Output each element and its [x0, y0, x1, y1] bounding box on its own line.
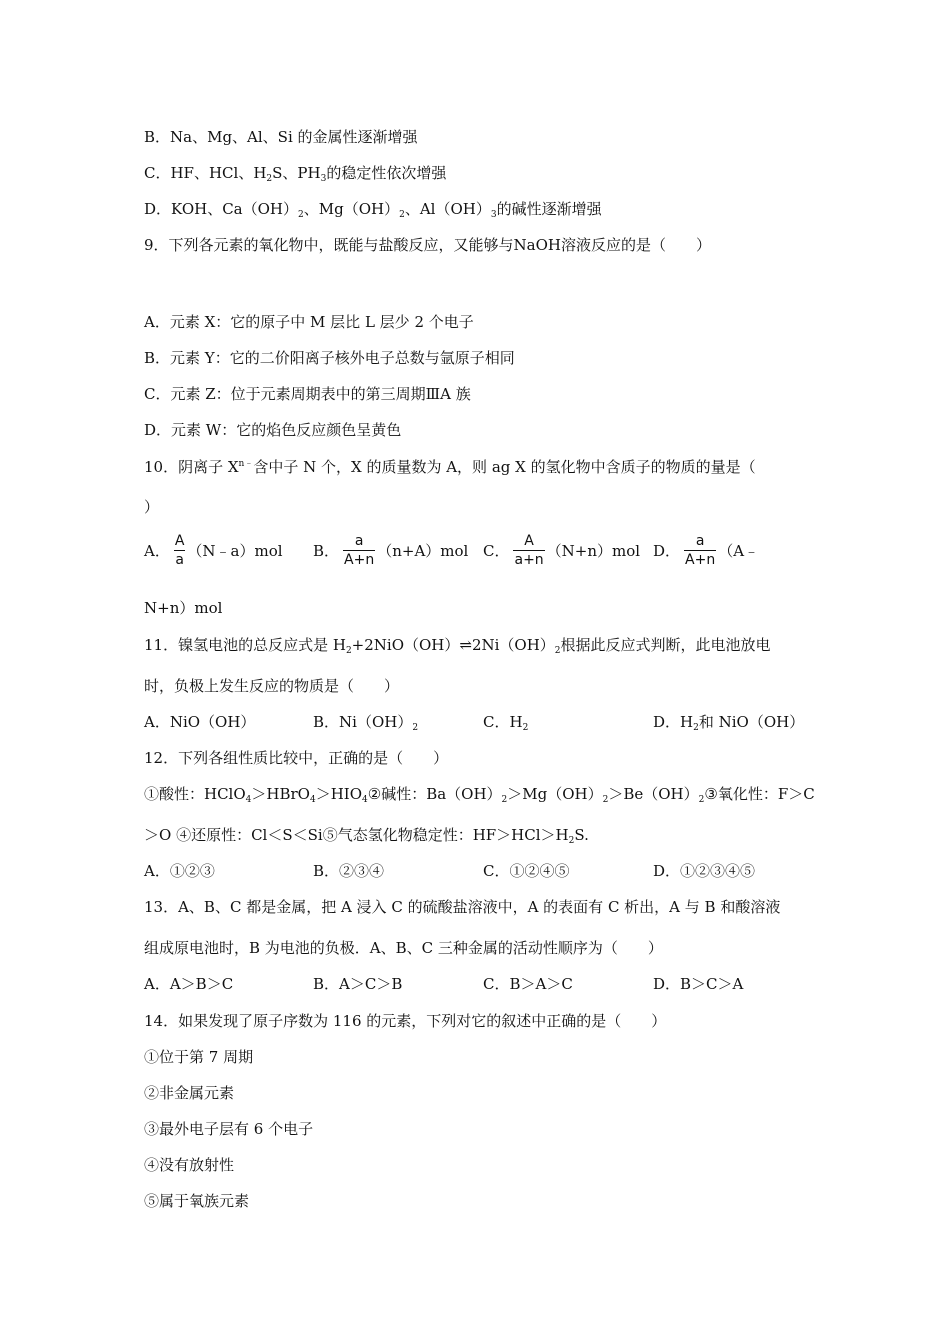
- q12-option-c-text: C．①②④⑤: [483, 862, 570, 880]
- q8-d-text-3: 、Al（OH）: [404, 200, 491, 218]
- q10-stem-sup: n﹣: [238, 459, 254, 469]
- q10-stem-close-text: ）: [144, 498, 160, 516]
- q12-l1-text-f: ＞Be（OH）: [608, 785, 699, 803]
- q10-a-fraction: [174, 532, 186, 569]
- q8-c-text-1: C．HF、HCl、H: [144, 164, 267, 182]
- q11-option-c-text: C．H: [483, 713, 523, 731]
- q11-option-c-sub: 2: [522, 723, 529, 733]
- q9-option-c: [144, 384, 471, 404]
- q10-b-text: （n+A）mol: [377, 541, 469, 560]
- q10-a-denominator: a: [175, 552, 184, 568]
- q12-l1-text-g: ③氧化性：F＞C: [704, 785, 815, 803]
- q11-option-a: [144, 712, 255, 732]
- q11-option-b: [313, 712, 418, 732]
- q12-l2-text-a: ＞O ④还原性：Cl＜S＜Si⑤气态氢化物稳定性：HF＞HCl＞H: [144, 826, 569, 844]
- q14-item-2: [144, 1083, 234, 1103]
- q11-stem-sub-2: 2: [554, 646, 561, 656]
- q11-stem-text-3: 根据此反应式判断，此电池放电: [560, 636, 771, 654]
- q13-option-d-text: D．B＞C＞A: [653, 975, 744, 993]
- q12-l1-text-a: ①酸性：HClO: [144, 785, 246, 803]
- q8-option-c: [144, 163, 446, 183]
- q10-c-fraction: [513, 532, 544, 569]
- q9-option-d: [144, 420, 401, 440]
- q14-item-5-text: ⑤属于氧族元素: [144, 1192, 250, 1210]
- q8-d-text-1: D．KOH、Ca（OH）: [144, 200, 299, 218]
- q12-option-a-text: A．①②③: [144, 862, 215, 880]
- q12-option-b: [313, 861, 384, 881]
- q13-option-a: [144, 974, 233, 994]
- q13-stem-line-2: [144, 938, 663, 958]
- q9-option-a: [144, 312, 474, 332]
- q12-l1-text-c: ＞HIO: [315, 785, 363, 803]
- q10-d-denominator: A+n: [685, 552, 716, 568]
- q10-d-label: D．: [653, 541, 681, 560]
- q10-d-fraction: [684, 532, 716, 569]
- q11-option-b-text: B．Ni（OH）: [313, 713, 413, 731]
- q10-b-label: B．: [313, 541, 340, 560]
- q12-l2-text-b: S.: [574, 826, 589, 844]
- q11-option-b-sub: 2: [412, 723, 419, 733]
- q11-option-d-text-2: 和 NiO（OH）: [698, 713, 805, 731]
- q13-option-c-text: C．B＞A＞C: [483, 975, 573, 993]
- q14-stem-text: 14．如果发现了原子序数为 116 的元素，下列对它的叙述中正确的是（ ）: [144, 1012, 667, 1030]
- q12-l1-sub-4: 2: [501, 795, 508, 805]
- q9-option-a-text: A．元素 X：它的原子中 M 层比 L 层少 2 个电子: [144, 313, 474, 331]
- q8-c-text-2: S、PH: [272, 164, 321, 182]
- q9-option-b-text: B．元素 Y：它的二价阳离子核外电子总数与氩原子相同: [144, 349, 515, 367]
- q12-line-1: [144, 784, 815, 804]
- q12-option-a: [144, 861, 215, 881]
- q12-l1-text-b: ＞HBrO: [251, 785, 310, 803]
- q13-option-d: [653, 974, 743, 994]
- q10-c-denominator: a+n: [514, 552, 544, 568]
- q12-stem: [144, 748, 448, 768]
- q10-option-c-wrap: [483, 532, 640, 569]
- q13-option-b-text: B．A＞C＞B: [313, 975, 403, 993]
- q9-option-d-text: D．元素 W：它的焰色反应颜色呈黄色: [144, 421, 402, 439]
- q14-item-1: [144, 1047, 253, 1067]
- q14-item-5: [144, 1191, 249, 1211]
- q10-a-text: （N﹣a）mol: [187, 541, 283, 560]
- q9-option-b: [144, 348, 515, 368]
- q8-option-b: [144, 127, 418, 147]
- q11-stem-text-2: +2NiO（OH）⇌2Ni（OH）: [351, 636, 555, 654]
- q10-option-a-wrap: [144, 532, 283, 569]
- q11-stem-line-1: [144, 635, 771, 655]
- q8-c-text-3: 的稳定性依次增强: [326, 164, 447, 182]
- q10-c-numerator: A: [513, 532, 544, 551]
- q12-l1-sub-1: 4: [245, 795, 252, 805]
- q12-option-c: [483, 861, 569, 881]
- q12-option-b-text: B．②③④: [313, 862, 385, 880]
- q10-c-text: （N+n）mol: [546, 541, 641, 560]
- q8-c-sub-1: 2: [266, 174, 273, 184]
- q10-option-b: [313, 532, 468, 569]
- q10-b-denominator: A+n: [344, 552, 375, 568]
- q11-option-c: [483, 712, 528, 732]
- q11-stem-text-1: 11．镍氢电池的总反应式是 H: [144, 636, 346, 654]
- q10-d-numerator: a: [684, 532, 716, 551]
- q11-option-d-sub: 2: [693, 723, 699, 733]
- q11-option-d-text-1: D．H: [653, 713, 694, 731]
- q8-d-sub-2: 2: [399, 210, 405, 220]
- q12-l2-sub: 2: [568, 836, 575, 846]
- q10-stem: [144, 457, 756, 477]
- q12-l1-text-d: ②碱性：Ba（OH）: [367, 785, 502, 803]
- q10-option-d: [653, 532, 759, 569]
- q12-l1-sub-6: 2: [698, 795, 705, 805]
- q12-l1-sub-3: 4: [362, 795, 368, 805]
- q9-option-c-text: C．元素 Z：位于元素周期表中的第三周期ⅢA 族: [144, 385, 471, 403]
- q10-stem-text-1: 10．阴离子 X: [144, 458, 239, 476]
- q10-b-numerator: a: [343, 532, 375, 551]
- q12-l1-sub-5: 2: [602, 795, 609, 805]
- q8-d-text-2: 、Mg（OH）: [303, 200, 400, 218]
- q13-stem-text-2: 组成原电池时，B 为电池的负极．A、B、C 三种金属的活动性顺序为（ ）: [144, 939, 663, 957]
- q10-option-b-wrap: [313, 532, 468, 569]
- q8-option-d: [144, 199, 602, 219]
- q12-option-d-text: D．①②③④⑤: [653, 862, 756, 880]
- q12-option-d: [653, 861, 755, 881]
- q12-line-2: [144, 825, 589, 845]
- q12-l1-text-e: ＞Mg（OH）: [507, 785, 603, 803]
- q10-option-a: [144, 532, 283, 569]
- q12-l1-sub-2: 4: [309, 795, 316, 805]
- q14-stem: [144, 1011, 666, 1031]
- q13-option-a-text: A．A＞B＞C: [144, 975, 234, 993]
- q12-stem-text: 12．下列各组性质比较中，正确的是（ ）: [144, 749, 449, 767]
- q9-stem-text: 9．下列各元素的氧化物中，既能与盐酸反应，又能够与NaOH溶液反应的是（ ）: [144, 236, 711, 254]
- q11-stem-sub-1: 2: [345, 646, 352, 656]
- q13-option-b: [313, 974, 402, 994]
- q10-option-d-continued: [144, 598, 222, 618]
- q10-d-text: （A﹣: [718, 541, 760, 560]
- q14-item-2-text: ②非金属元素: [144, 1084, 235, 1102]
- q10-b-fraction: [343, 532, 375, 569]
- q11-stem-text-4: 时，负极上发生反应的物质是（ ）: [144, 677, 400, 695]
- q14-item-3-text: ③最外电子层有 6 个电子: [144, 1120, 314, 1138]
- q8-d-sub-3: 3: [490, 210, 497, 220]
- q9-stem: [144, 235, 711, 255]
- q8-d-text-4: 的碱性逐渐增强: [496, 200, 602, 218]
- q8-option-b-text: B．Na、Mg、Al、Si 的金属性逐渐增强: [144, 128, 418, 146]
- q13-stem-line-1: [144, 897, 780, 917]
- q11-option-a-text: A．NiO（OH）: [144, 713, 256, 731]
- q13-stem-text-1: 13．A、B、C 都是金属，把 A 浸入 C 的硫酸盐溶液中，A 的表面有 C 析出，A 与 B 和酸溶液: [144, 898, 781, 916]
- q14-item-3: [144, 1119, 313, 1139]
- q10-option-d-wrap: [653, 532, 759, 569]
- q10-stem-text-2: 含中子 N 个，X 的质量数为 A，则 ag X 的氢化物中含质子的物质的量是（: [253, 458, 756, 476]
- q13-option-c: [483, 974, 573, 994]
- q10-a-label: A．: [144, 541, 170, 560]
- q11-stem-line-2: [144, 676, 399, 696]
- q10-c-label: C．: [483, 541, 510, 560]
- q10-d-continued-text: N+n）mol: [144, 599, 223, 617]
- q14-item-4-text: ④没有放射性: [144, 1156, 235, 1174]
- q8-d-sub-1: 2: [298, 210, 304, 220]
- q10-option-c: [483, 532, 640, 569]
- q10-stem-close: [144, 497, 159, 517]
- q14-item-1-text: ①位于第 7 周期: [144, 1048, 254, 1066]
- q8-c-sub-2: 3: [320, 174, 327, 184]
- q14-item-4: [144, 1155, 234, 1175]
- q11-option-d: [653, 712, 804, 732]
- q10-a-numerator: A: [174, 533, 185, 549]
